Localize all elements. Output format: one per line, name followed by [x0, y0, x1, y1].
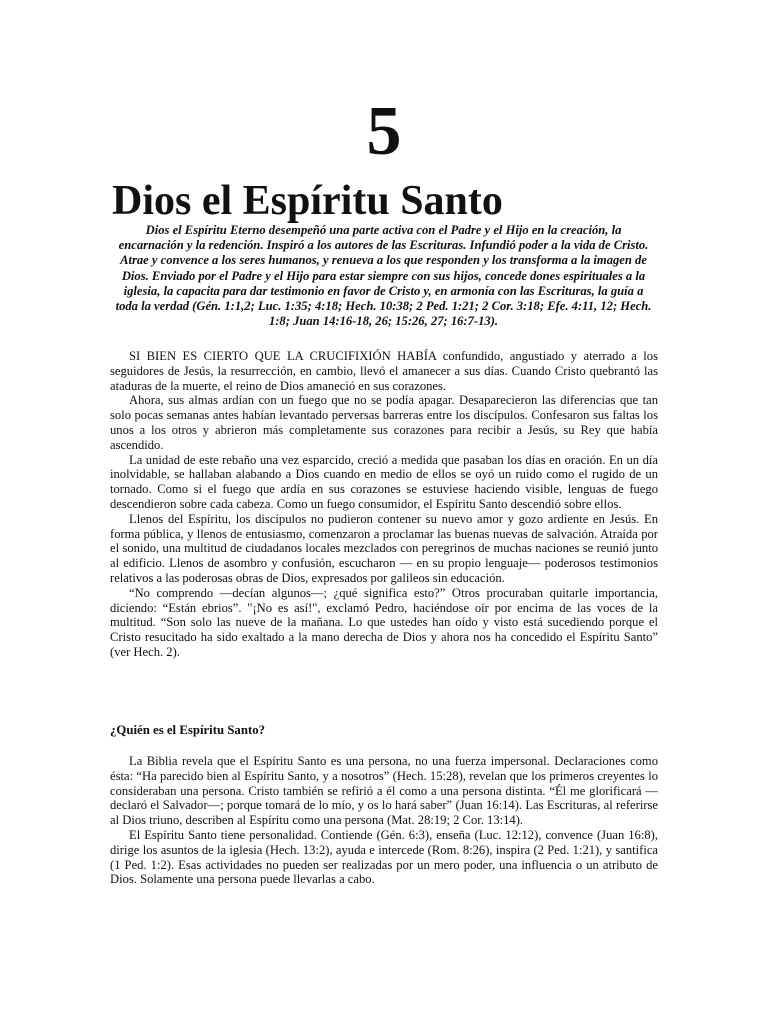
chapter-number: 5 — [366, 93, 402, 170]
paragraph: “No comprendo —decían algunos—; ¿qué significa esto?” Otros procuraban quitarle importancia, diciendo: “Están ebrios”. "¡No es así!", exclamó Pedro, haciéndose oír por encima de las voces de la multitud. “Son solo las nueve de la mañana. Lo que ustedes han oído y visto está sucediendo porque el Cristo resucitado ha sido exaltado a la mano derecha de Dios y ahora nos ha concedido el Espíritu Santo” (ver Hech. 2). — [110, 585, 658, 659]
paragraph: SI BIEN ES CIERTO QUE LA CRUCIFIXIÓN HABÍA confundido, angustiado y aterrado a los seguidores de Jesús, la resurrección, en cambio, llevó el amanecer a sus días. Cuando Cristo quebrantó las ataduras de la muerte, el reino de Dios amaneció en sus corazones. — [110, 349, 658, 393]
paragraph: El Espíritu Santo tiene personalidad. Contiende (Gén. 6:3), enseña (Luc. 12:12), convence (Juan 16:8), dirige los asuntos de la iglesia (Hech. 13:2), ayuda e intercede (Rom. 8:26), inspira (2 Ped. 1:21), y santifica (1 Ped. 1:2). Esas actividades no pueden ser realizadas por un mero poder, una influencia o un atributo de Dios. Solamente una persona puede llevarlas a cabo. — [110, 827, 658, 887]
paragraph: Ahora, sus almas ardían con un fuego que no se podía apagar. Desaparecieron las diferencias que tan solo pocas semanas antes habían levantado perversas barreras entre los discípulos. Confesaron sus faltas los unos a los otros y abrieron más completamente sus corazones para recibir a Jesús, su Rey que había ascendido. — [110, 393, 658, 452]
chapter-title: Dios el Espíritu Santo — [112, 178, 503, 224]
intro-section — [110, 349, 658, 660]
who-is-holy-spirit-section — [110, 754, 658, 887]
paragraph: La Biblia revela que el Espíritu Santo es una persona, no una fuerza impersonal. Declaraciones como ésta: “Ha parecido bien al Espíritu Santo, y a nosotros” (Hech. 15:28), revelan que los primeros creyentes lo consideraban una persona. Cristo también se refirió a él como a una persona distinta. “Él me glorificará —declaró el Salvador—; porque tomará de lo mío, y os lo hará saber” (Juan 16:14). Las Escrituras, al referirse al Dios triuno, describen al Espíritu como una persona (Mat. 28:19; 2 Cor. 13:14). — [110, 754, 658, 828]
paragraph: Llenos del Espíritu, los discípulos no pudieron contener su nuevo amor y gozo ardiente en Jesús. En forma pública, y llenos de entusiasmo, comenzaron a proclamar las buenas nuevas de salvación. Atraída por el sonido, una multitud de ciudadanos locales mezclados con peregrinos de muchas naciones se reunió junto al edificio. Llenos de asombro y confusión, escucharon — en su propio lenguaje— poderosos testimonios relativos a las poderosas obras de Dios, expresados por galileos sin educación. — [110, 511, 658, 585]
section-heading: ¿Quién es el Espíritu Santo? — [110, 723, 266, 737]
paragraph: La unidad de este rebaño una vez esparcido, creció a medida que pasaban los días en oración. En un día inolvidable, se hallaban alabando a Dios cuando en medio de ellos se oyó un ruido como el rugido de un tornado. Como si el fuego que ardía en sus corazones se estuviese haciendo visible, lenguas de fuego descendieron sobre cada cabeza. Como un fuego consumidor, el Espíritu Santo descendió sobre ellos. — [110, 452, 658, 511]
chapter-abstract: Dios el Espíritu Eterno desempeñó una parte activa con el Padre y el Hijo en la creación, la encarnación y la redención. Inspiró a los autores de las Escrituras. Infundió poder a la vida de Cristo. Atrae y convence a los seres humanos, y renueva a los que responden y los transforma a la imagen de Dios. Enviado por el Padre y el Hijo para estar siempre con sus hijos, concede dones espirituales a la iglesia, la capacita para dar testimonio en favor de Cristo y, en armonía con las Escrituras, la guía a toda la verdad (Gén. 1:1,2; Luc. 1:35; 4:18; Hech. 10:38; 2 Ped. 1:21; 2 Cor. 3:18; Efe. 4:11, 12; Hech. 1:8; Juan 14:16-18, 26; 15:26, 27; 16:7-13). — [115, 223, 652, 329]
